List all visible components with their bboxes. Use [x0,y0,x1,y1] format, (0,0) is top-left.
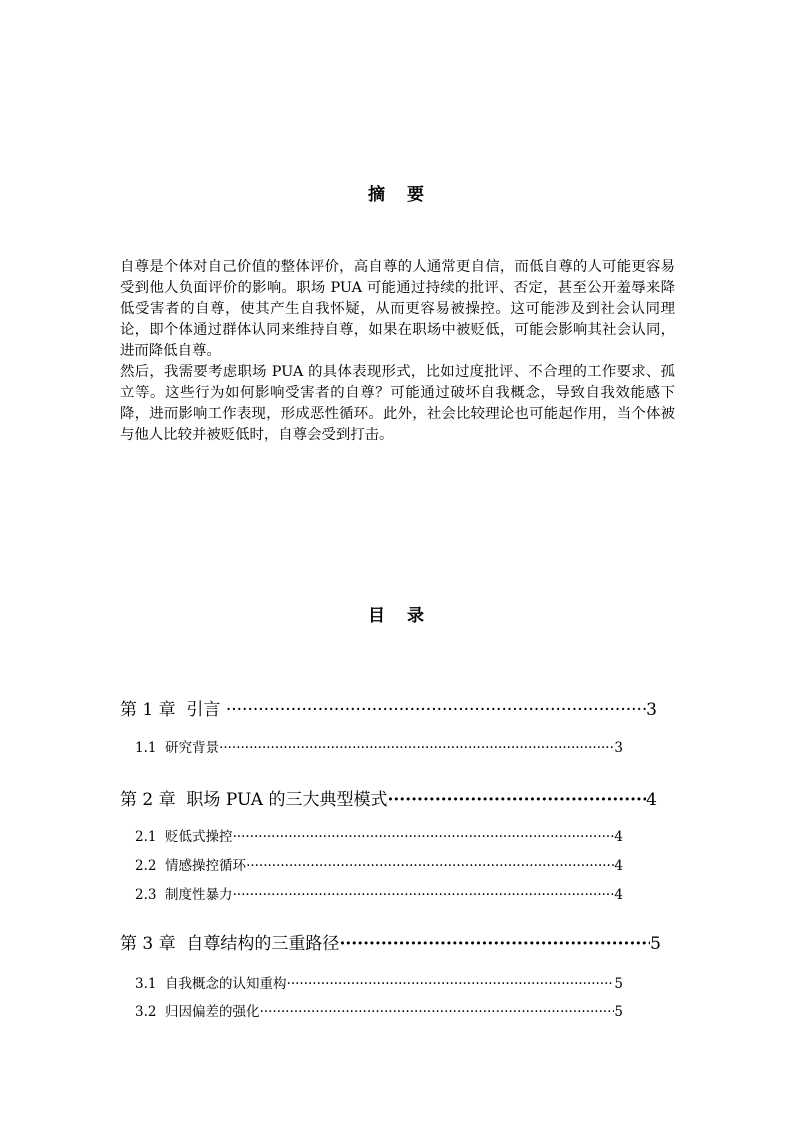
toc-page-number: 4 [614,858,623,874]
toc-page-number: 5 [614,1004,623,1020]
toc-title: 目 录 [368,606,425,626]
toc-page-number: 4 [614,887,623,903]
toc-page-number: 4 [614,829,623,845]
toc-section-2-1[interactable] [135,825,623,845]
abstract-paragraph: 自尊是个体对自己价值的整体评价，高自尊的人通常更自信，而低自尊的人可能更容易受到他人负面评价的影响。职场 PUA 可能通过持续的批评、否定，甚至公开羞辱来降低受害者的自尊，使其产生自我怀疑，从而更容易被操控。这可能涉及到社会认同理论，即个体通过群体认同来维持自尊，如果在职场中被贬低，可能会影响其社会认同，进而降低自尊。 [120,259,675,359]
toc-leader-dots [233,887,615,903]
toc-leader-dots [219,740,614,756]
toc-page-number: 4 [646,790,657,810]
toc-leader-dots [226,700,646,720]
toc-chapter-label: 第 3 章 自尊结构的三重路径 [120,934,340,954]
toc-section-2-3[interactable] [135,883,623,903]
toc-chapter-label: 第 1 章 引言 [120,700,226,720]
toc-page-number: 5 [614,976,623,992]
toc-leader-dots [246,858,614,874]
toc-section-3-1[interactable] [135,972,623,992]
toc-page-number: 5 [650,934,661,954]
toc-leader-dots [339,934,650,954]
toc-section-label: 2.2 情感操控循环 [135,858,247,874]
toc-chapter-label: 第 2 章 职场 PUA 的三大典型模式 [120,790,388,810]
toc-section-label: 3.2 归因偏差的强化 [135,1004,260,1020]
toc-chapter-1[interactable] [120,695,657,720]
toc-section-2-2[interactable] [135,854,623,874]
abstract-paragraph: 然后，我需要考虑职场 PUA 的具体表现形式，比如过度批评、不合理的工作要求、孤立等。这些行为如何影响受害者的自尊？可能通过破坏自我概念，导致自我效能感下降，进而影响工作表现，形成恶性循环。此外，社会比较理论也可能起作用，当个体被与他人比较并被贬低时，自尊会受到打击。 [120,364,675,443]
toc-page-number: 3 [614,740,623,756]
toc-chapter-2[interactable] [120,785,657,810]
toc-leader-dots [233,829,615,845]
toc-section-1-1[interactable] [135,736,623,756]
abstract-title: 摘 要 [368,185,425,205]
toc-section-label: 2.1 贬低式操控 [135,829,233,845]
toc-section-label: 3.1 自我概念的认知重构 [135,976,287,992]
toc-section-3-2[interactable] [135,1000,623,1020]
toc-leader-dots [387,790,646,810]
toc-leader-dots [260,1004,615,1020]
toc-section-label: 2.3 制度性暴力 [135,887,233,903]
toc-page-number: 3 [646,700,657,720]
toc-leader-dots [287,976,615,992]
toc-section-label: 1.1 研究背景 [135,740,220,756]
toc-chapter-3[interactable] [120,929,661,954]
